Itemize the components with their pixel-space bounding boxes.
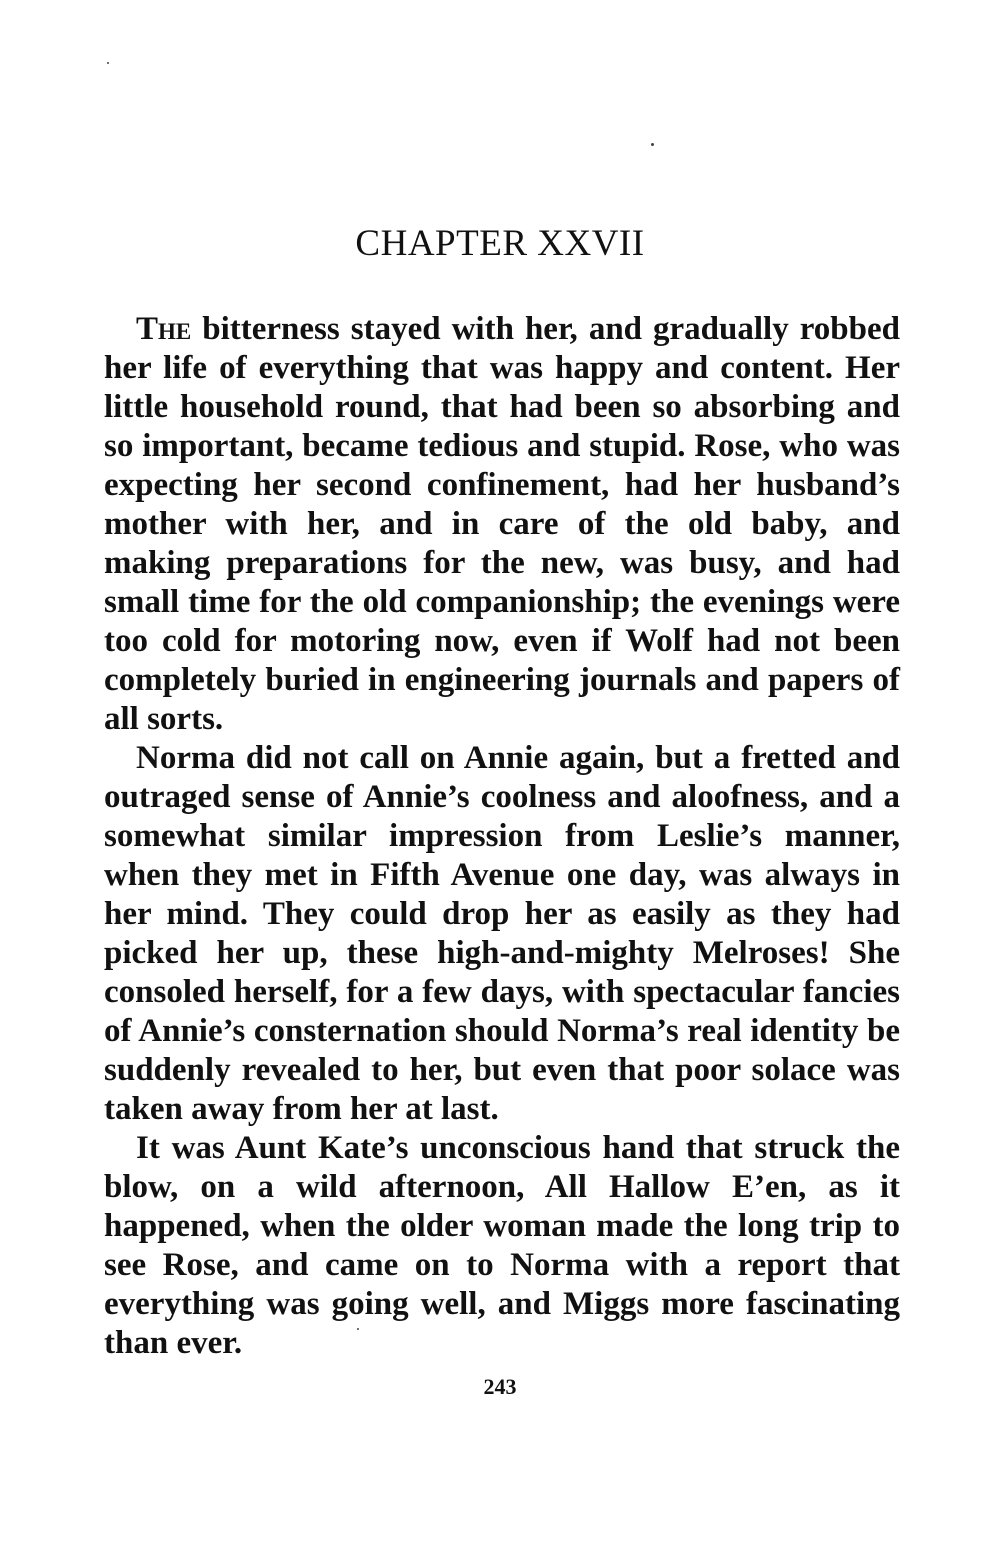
scan-speck [107,62,109,64]
scan-speck [651,143,654,146]
body-text [104,310,900,1363]
page-number: 243 [483,1374,517,1399]
paragraph-lead-word: The [136,311,192,347]
paragraph [104,310,900,739]
chapter-title: CHAPTER XXVII [355,223,645,264]
paragraph-text: bitterness stayed with her, and gradually robbed her life of everything that was happy and content. Her little household round, that had been so absorbing and so important, became tedious and stupid. Rose, who was expecting her second confinement, had her husband’s mother with her, and in care of the old baby, and making preparations for the new, was busy, and had small time for the old companionship; the evenings were too cold for motoring now, even if Wolf had not been completely buried in engineering journals and papers of all sorts. [104,311,900,737]
paragraph: Norma did not call on Annie again, but a fretted and outraged sense of Annie’s coolness and aloofness, and a somewhat similar impression from Leslie’s manner, when they met in Fifth Avenue one day, was always in her mind. They could drop her as easily as they had picked her up, these high-and-mighty Melroses! She consoled herself, for a few days, with spectacular fancies of Annie’s consternation should Norma’s real identity be suddenly revealed to her, but even that poor solace was taken away from her at last. [104,740,900,1127]
paragraph: It was Aunt Kate’s unconscious hand that struck the blow, on a wild afternoon, All Hallow E’en, as it happened, when the older woman made the long trip to see Rose, and came on to Norma with a report that everything was going well, and Miggs more fascinating than ever. [104,1130,900,1361]
